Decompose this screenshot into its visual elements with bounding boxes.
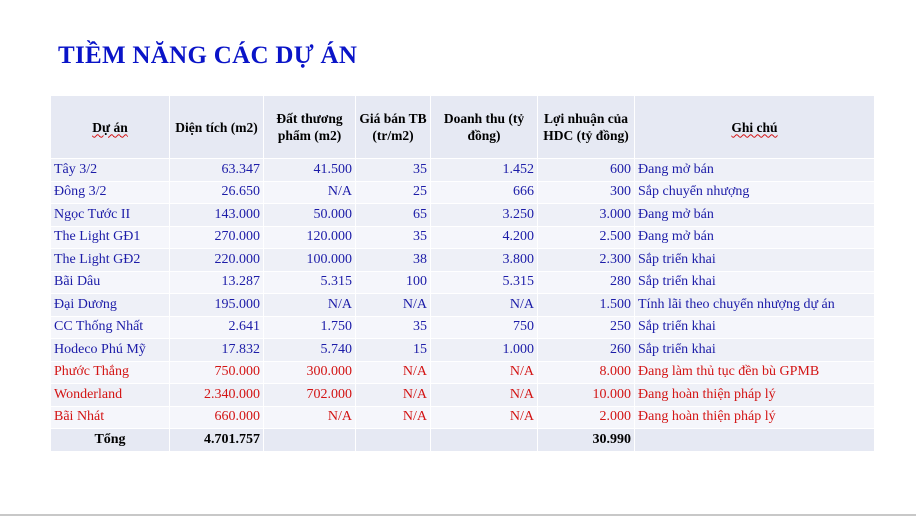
cell-name: Bãi Dâu [51,271,170,294]
cell-revenue: 750 [431,316,538,339]
cell-note: Đang hoàn thiện pháp lý [635,406,875,429]
cell-profit: 10.000 [538,384,635,407]
cell-profit: 2.500 [538,226,635,249]
cell-name: Đông 3/2 [51,181,170,204]
cell-land: 300.000 [264,361,356,384]
col-header-land: Đất thương phẩm (m2) [264,96,356,159]
cell-revenue: 3.800 [431,249,538,272]
table-row [51,271,875,294]
cell-note: Đang mở bán [635,226,875,249]
cell-note: Đang làm thủ tục đền bù GPMB [635,361,875,384]
total-empty-cell [356,429,431,452]
cell-name: The Light GĐ2 [51,249,170,272]
col-header-note: Ghi chú [635,96,875,159]
cell-profit: 300 [538,181,635,204]
slide-title: TIỀM NĂNG CÁC DỰ ÁN [58,42,358,69]
table-row [51,316,875,339]
col-header-price: Giá bán TB (tr/m2) [356,96,431,159]
cell-name: Wonderland [51,384,170,407]
table-row [51,361,875,384]
cell-note: Đang mở bán [635,159,875,182]
total-empty-cell [431,429,538,452]
total-value: 30.990 [538,429,635,452]
cell-note: Đang hoàn thiện pháp lý [635,384,875,407]
cell-profit: 8.000 [538,361,635,384]
cell-name: The Light GĐ1 [51,226,170,249]
table-header-row [51,96,875,159]
cell-price: N/A [356,361,431,384]
cell-price: N/A [356,384,431,407]
cell-profit: 1.500 [538,294,635,317]
cell-land: 702.000 [264,384,356,407]
slide-bottom-divider [0,514,916,516]
cell-revenue: N/A [431,406,538,429]
cell-note: Sắp triển khai [635,316,875,339]
cell-note: Tính lãi theo chuyển nhượng dự án [635,294,875,317]
cell-profit: 260 [538,339,635,362]
col-header-area: Diện tích (m2) [170,96,264,159]
cell-price: N/A [356,406,431,429]
cell-revenue: N/A [431,384,538,407]
col-header-revenue: Doanh thu (tỷ đồng) [431,96,538,159]
table-row [51,294,875,317]
cell-revenue: N/A [431,294,538,317]
cell-price: N/A [356,294,431,317]
cell-revenue: 1.000 [431,339,538,362]
table-row [51,406,875,429]
cell-revenue: 3.250 [431,204,538,227]
cell-name: Hodeco Phú Mỹ [51,339,170,362]
table-row [51,339,875,362]
cell-profit: 600 [538,159,635,182]
total-label: Tổng [51,429,170,452]
cell-revenue: 4.200 [431,226,538,249]
cell-price: 35 [356,316,431,339]
cell-area: 143.000 [170,204,264,227]
cell-revenue: 5.315 [431,271,538,294]
total-value: 4.701.757 [170,429,264,452]
cell-name: Tây 3/2 [51,159,170,182]
cell-name: CC Thống Nhất [51,316,170,339]
cell-area: 63.347 [170,159,264,182]
cell-revenue: N/A [431,361,538,384]
cell-name: Đại Dương [51,294,170,317]
cell-land: 50.000 [264,204,356,227]
cell-profit: 2.000 [538,406,635,429]
cell-price: 65 [356,204,431,227]
col-header-project: Dự án [51,96,170,159]
cell-note: Sắp triển khai [635,339,875,362]
cell-land: 41.500 [264,159,356,182]
cell-land: N/A [264,406,356,429]
cell-area: 2.641 [170,316,264,339]
cell-price: 35 [356,226,431,249]
cell-name: Bãi Nhát [51,406,170,429]
cell-area: 2.340.000 [170,384,264,407]
cell-note: Sắp triển khai [635,271,875,294]
total-row [51,429,875,452]
cell-note: Sắp chuyển nhượng [635,181,875,204]
cell-revenue: 666 [431,181,538,204]
cell-price: 100 [356,271,431,294]
cell-land: 1.750 [264,316,356,339]
cell-land: N/A [264,181,356,204]
total-empty-cell [264,429,356,452]
cell-profit: 2.300 [538,249,635,272]
project-table [50,95,875,452]
cell-profit: 250 [538,316,635,339]
cell-note: Đang mở bán [635,204,875,227]
table-row [51,181,875,204]
cell-name: Phước Thắng [51,361,170,384]
cell-profit: 280 [538,271,635,294]
table-row [51,249,875,272]
cell-land: 100.000 [264,249,356,272]
cell-profit: 3.000 [538,204,635,227]
cell-price: 38 [356,249,431,272]
cell-area: 220.000 [170,249,264,272]
cell-land: 120.000 [264,226,356,249]
cell-land: 5.740 [264,339,356,362]
cell-price: 25 [356,181,431,204]
cell-area: 750.000 [170,361,264,384]
cell-name: Ngọc Tước II [51,204,170,227]
cell-note: Sắp triển khai [635,249,875,272]
table-row [51,226,875,249]
table-row [51,204,875,227]
col-header-profit: Lợi nhuận của HDC (tỷ đồng) [538,96,635,159]
total-empty-cell [635,429,875,452]
cell-area: 17.832 [170,339,264,362]
cell-area: 13.287 [170,271,264,294]
cell-land: 5.315 [264,271,356,294]
cell-price: 15 [356,339,431,362]
cell-area: 195.000 [170,294,264,317]
cell-area: 660.000 [170,406,264,429]
table-row [51,384,875,407]
cell-revenue: 1.452 [431,159,538,182]
cell-area: 270.000 [170,226,264,249]
cell-price: 35 [356,159,431,182]
table-row [51,159,875,182]
cell-land: N/A [264,294,356,317]
cell-area: 26.650 [170,181,264,204]
